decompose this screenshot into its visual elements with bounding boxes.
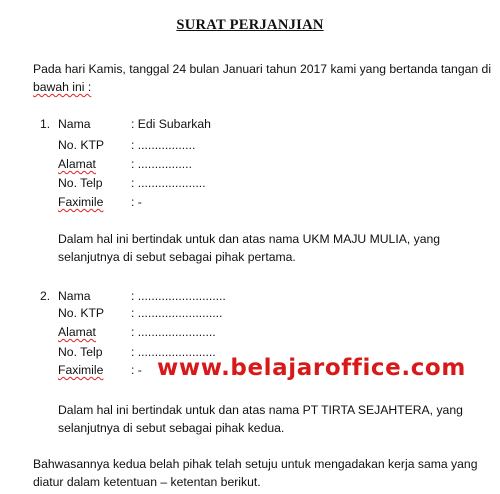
party-1-fax-value: : - bbox=[131, 195, 142, 209]
party-2-description bbox=[58, 401, 463, 437]
closing-line-2: diatur dalam ketentuan – ketentan berikut. bbox=[33, 475, 261, 489]
party-2-number: 2. bbox=[40, 289, 51, 303]
intro-line-1: Pada hari Kamis, tanggal 24 bulan Januari tahun 2017 kami yang bertanda tangan di bbox=[33, 62, 492, 76]
party-1-phone-value: : .................... bbox=[131, 176, 206, 190]
party-1-description bbox=[58, 230, 440, 266]
party-2-fax-value: : - bbox=[131, 363, 142, 377]
party-2-phone-label: No. Telp bbox=[58, 345, 103, 359]
party-1-name-label: Nama bbox=[58, 117, 91, 131]
party-1-phone-label: No. Telp bbox=[58, 176, 103, 190]
party-2-address-label: Alamat bbox=[58, 325, 96, 339]
party-1-address-value: : ................ bbox=[131, 157, 192, 171]
party-2-ktp-value: : ......................... bbox=[131, 306, 223, 320]
party-2-desc-line-1: Dalam hal ini bertindak untuk dan atas nama PT TIRTA SEJAHTERA, yang bbox=[58, 403, 463, 417]
party-1-address-label: Alamat bbox=[58, 157, 96, 171]
party-2-desc-line-2: selanjutnya di sebut sebagai pihak kedua. bbox=[58, 421, 285, 435]
document-title: SURAT PERJANJIAN bbox=[176, 17, 324, 33]
intro-paragraph bbox=[33, 60, 491, 96]
party-1-desc-line-1: Dalam hal ini bertindak untuk dan atas nama UKM MAJU MULIA, yang bbox=[58, 232, 441, 246]
party-2-address-value: : ....................... bbox=[131, 325, 216, 339]
intro-line-2: bawah ini : bbox=[33, 80, 92, 94]
party-2-name-label: Nama bbox=[58, 289, 91, 303]
party-2-fax-label: Faximile bbox=[58, 363, 104, 377]
closing-paragraph bbox=[33, 455, 477, 491]
party-1-name-value: : Edi Subarkah bbox=[131, 117, 211, 131]
party-2-phone-value: : ....................... bbox=[131, 345, 216, 359]
closing-line-1: Bahwasannya kedua belah pihak telah setuju untuk mengadakan kerja sama yang bbox=[33, 457, 478, 471]
party-2-name-value: : .......................... bbox=[131, 289, 226, 303]
party-1-number: 1. bbox=[40, 117, 51, 131]
party-1-fax-label: Faximile bbox=[58, 195, 104, 209]
party-1-desc-line-2: selanjutnya di sebut sebagai pihak pertama. bbox=[58, 250, 296, 264]
party-2-ktp-label: No. KTP bbox=[58, 306, 105, 320]
party-1-ktp-label: No. KTP bbox=[58, 138, 105, 152]
party-1-ktp-value: : ................. bbox=[131, 138, 196, 152]
watermark-text: www.belajaroffice.com bbox=[157, 355, 466, 381]
